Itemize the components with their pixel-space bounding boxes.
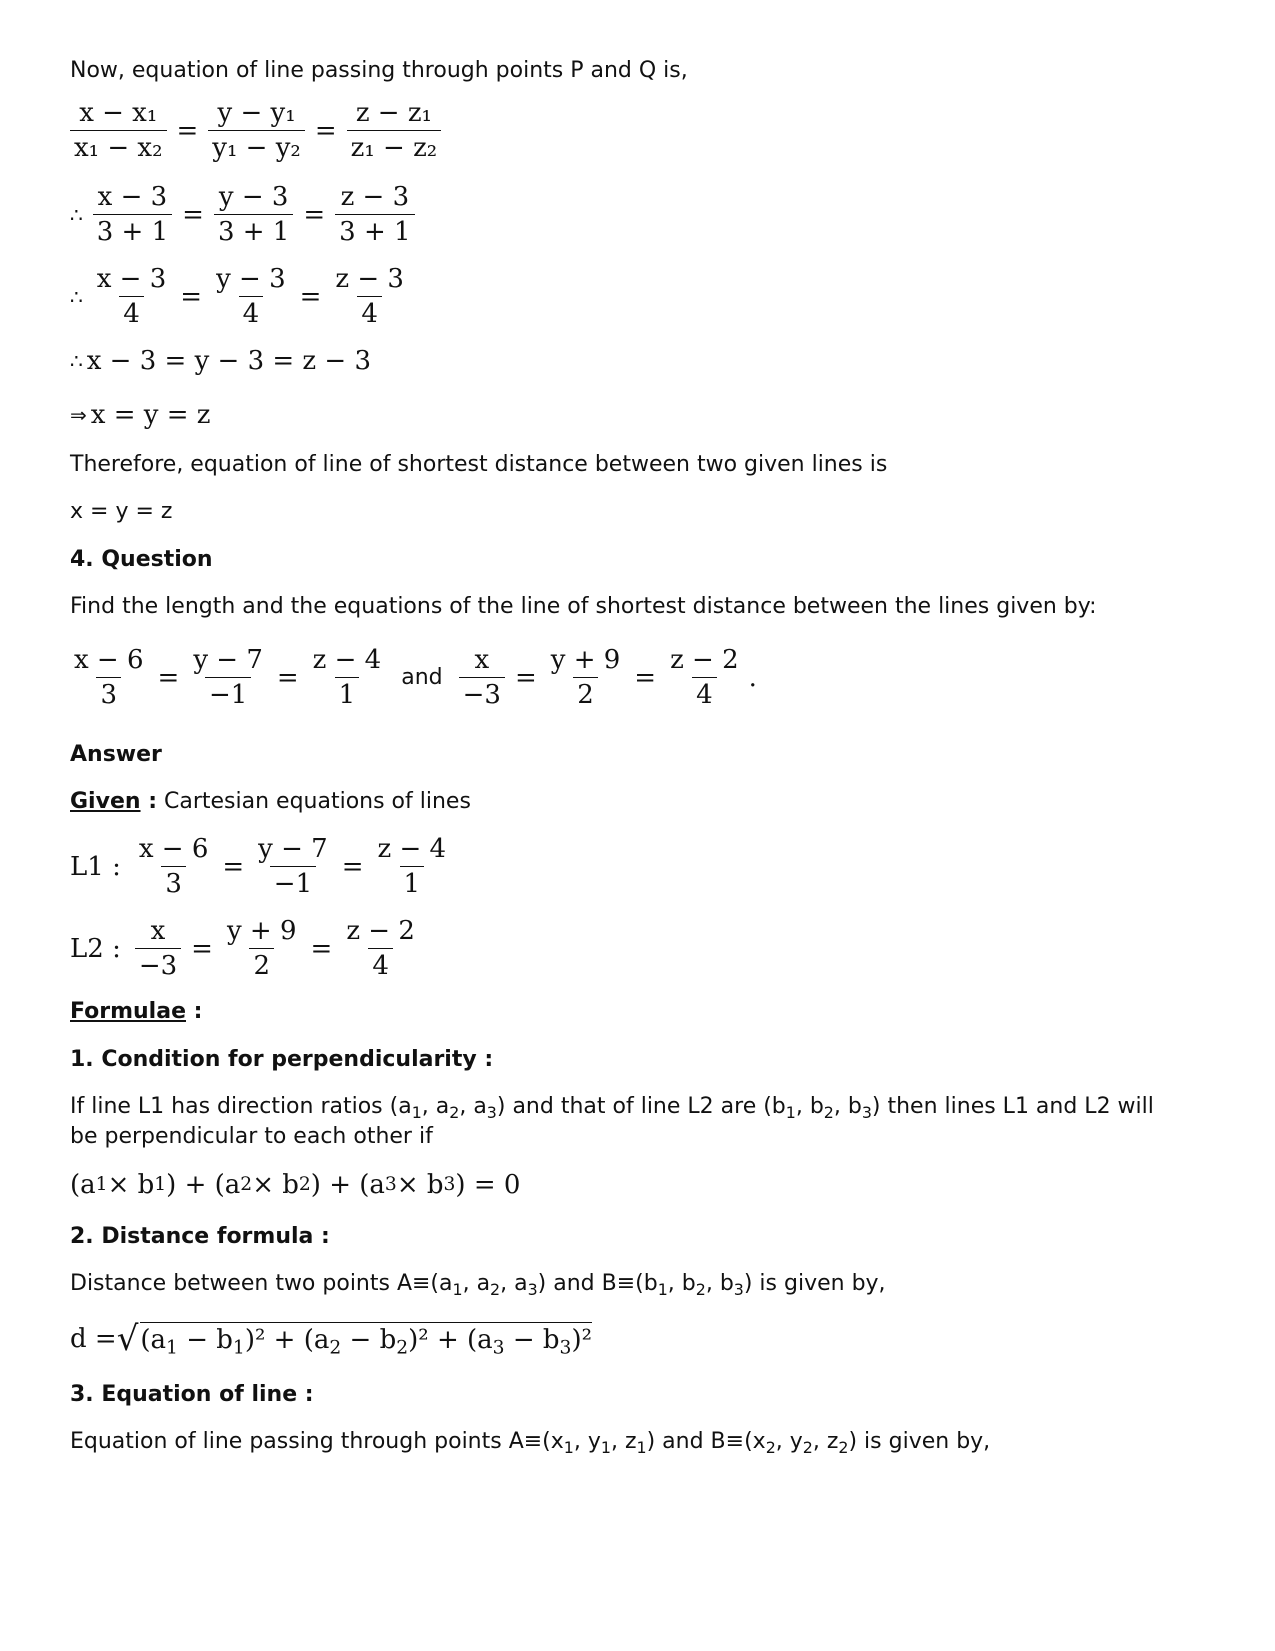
subscript: 3 (559, 1337, 572, 1359)
text-run: , b (667, 1271, 696, 1296)
fraction (254, 834, 332, 899)
fraction-denominator: 4 (368, 948, 393, 981)
square-root (116, 1319, 593, 1359)
radicand (140, 1322, 593, 1359)
intro-line: Now, equation of line passing through points P and Q is, (70, 58, 688, 83)
fraction-denominator: −3 (135, 948, 181, 981)
fraction-numerator: y + 9 (550, 645, 621, 675)
equation-text: x − 3 = y − 3 = z − 3 (86, 346, 371, 376)
fraction (666, 645, 743, 710)
formula-2-heading: 2. Distance formula : (70, 1224, 330, 1249)
answer-heading: Answer (70, 742, 162, 767)
fraction (70, 645, 148, 710)
fraction-y (214, 182, 293, 247)
equals-sign: = (310, 933, 333, 964)
fraction-denominator: −1 (205, 677, 251, 710)
fraction-denominator: z₁ − z₂ (347, 130, 442, 163)
text-run: , a (421, 1094, 450, 1119)
text-run: , a (459, 1094, 487, 1119)
fraction-denominator: 3 + 1 (214, 214, 293, 247)
step-2-equation (70, 264, 414, 329)
subscript: 3 (733, 1279, 744, 1299)
fraction-z (335, 182, 414, 247)
step-3-equation (70, 346, 371, 376)
equals-sign: = (514, 662, 537, 693)
fraction (223, 916, 301, 981)
implies-symbol: ⇒ (70, 403, 87, 427)
fraction (342, 916, 419, 981)
text-run: , a (462, 1271, 491, 1296)
fraction (135, 834, 213, 899)
subscript: 1 (636, 1437, 647, 1457)
fraction-denominator: 2 (573, 677, 598, 710)
text-run: ) and that of line L2 are (b (496, 1094, 786, 1119)
equation-text: x = y = z (90, 400, 211, 430)
fraction-numerator: x − 6 (138, 834, 209, 864)
text-run: × b (396, 1170, 444, 1200)
fraction-denominator: −3 (459, 677, 505, 710)
text-run: , a (500, 1271, 528, 1296)
text-run: )² (571, 1325, 593, 1355)
text-run: d = (70, 1324, 117, 1354)
fraction-numerator: z − 2 (346, 916, 415, 946)
fraction-denominator: 4 (357, 296, 382, 329)
text-run: , z (610, 1429, 637, 1454)
fraction-numerator: y − y₁ (217, 98, 296, 128)
equals-sign: = (191, 933, 213, 964)
fraction-numerator: z − 4 (312, 645, 382, 675)
general-line-equation (70, 98, 447, 163)
equals-sign: = (341, 851, 364, 882)
subscript: 1 (166, 1337, 178, 1359)
distance-equation (70, 1319, 593, 1359)
subscript: 2 (765, 1437, 776, 1457)
subscript: 3 (492, 1337, 505, 1359)
question-heading: 4. Question (70, 547, 213, 572)
text-run: ) and B≡(x (646, 1429, 766, 1454)
period: . (748, 662, 757, 693)
line-label: L1 : (70, 851, 121, 882)
fraction-x (93, 264, 171, 329)
subscript: 2 (490, 1279, 501, 1299)
fraction-numerator: z − 4 (377, 834, 447, 864)
text-run: )² + (a (244, 1325, 330, 1355)
subscript: 2 (838, 1437, 849, 1457)
formula-1-text (70, 1092, 1180, 1151)
equals-sign: = (222, 851, 245, 882)
question-equation (70, 645, 757, 710)
fraction-denominator: 2 (249, 948, 274, 981)
fraction (135, 916, 181, 981)
text-run: , z (812, 1429, 839, 1454)
therefore-symbol: ∴ (70, 284, 83, 309)
text-run: ) then lines L1 and L2 will be perpendicular to each other if (70, 1094, 1154, 1149)
subscript: 1 (785, 1102, 796, 1122)
fraction-denominator: 3 + 1 (93, 214, 172, 247)
subscript: 2 (396, 1337, 409, 1359)
fraction-numerator: z − 3 (335, 264, 404, 294)
text-run: ) + (a (310, 1170, 385, 1200)
line-1-equation (70, 834, 456, 899)
text-run: (a (140, 1325, 167, 1355)
subscript: 3 (861, 1102, 872, 1122)
line-label: L2 : (70, 933, 121, 964)
formulae-line (70, 997, 202, 1027)
subscript: 1 (452, 1279, 463, 1299)
text-run: , b (833, 1094, 862, 1119)
fraction-denominator: −1 (270, 866, 316, 899)
fraction-numerator: z − 3 (340, 182, 410, 212)
text-run: − b (177, 1325, 233, 1355)
radical-sign: √ (116, 1319, 139, 1359)
text-run: ) and B≡(b (537, 1271, 658, 1296)
fraction-denominator: 4 (692, 677, 717, 710)
equals-sign: = (157, 662, 180, 693)
text-run: − b (504, 1325, 560, 1355)
fraction (309, 645, 386, 710)
fraction-numerator: y − 3 (218, 182, 289, 212)
subscript: 3 (527, 1279, 538, 1299)
step-4-equation (70, 400, 210, 430)
fraction-numerator: x (150, 916, 166, 946)
text-run: − b (341, 1325, 397, 1355)
given-colon: : (140, 789, 157, 814)
fraction-denominator: 1 (335, 677, 360, 710)
text-run: ) is given by, (743, 1271, 886, 1296)
fraction-denominator: y₁ − y₂ (208, 130, 305, 163)
subscript: 1 (232, 1337, 245, 1359)
equals-sign: = (276, 662, 299, 693)
text-run: ) = 0 (455, 1170, 521, 1200)
given-label: Given (70, 789, 141, 814)
fraction-denominator: 3 (96, 677, 121, 710)
fraction-numerator: x (474, 645, 490, 675)
fraction-numerator: y − 3 (216, 264, 286, 294)
text-run: If line L1 has direction ratios (a (70, 1094, 412, 1119)
text-run: × b (252, 1170, 299, 1200)
subscript: 1 (657, 1279, 668, 1299)
fraction-denominator: x₁ − x₂ (70, 130, 167, 163)
formula-3-heading: 3. Equation of line : (70, 1382, 314, 1407)
text-run: ) + (a (166, 1170, 241, 1200)
fraction-y (212, 264, 290, 329)
question-text: Find the length and the equations of the line of shortest distance between the lines given by: (70, 594, 1097, 619)
text-run: , b (705, 1271, 734, 1296)
subscript: 2 (802, 1437, 813, 1457)
equals-sign: = (299, 281, 322, 312)
fraction-x (70, 98, 167, 163)
formula-3-text (70, 1427, 990, 1457)
text-run: , y (573, 1429, 601, 1454)
conclusion-equation: x = y = z (70, 499, 173, 524)
subscript: 1 (600, 1437, 611, 1457)
fraction-numerator: y − 7 (258, 834, 328, 864)
conclusion-text: Therefore, equation of line of shortest distance between two given lines is (70, 452, 888, 477)
fraction-numerator: x − 3 (96, 264, 167, 294)
fraction-x (93, 182, 172, 247)
fraction-denominator: 3 (161, 866, 186, 899)
perpendicularity-equation: (a 1 × b 1 ) + (a 2 × b 2 ) + (a 3 × b 3 ) = 0 (70, 1170, 521, 1200)
step-1-equation (70, 182, 421, 247)
text-run: )² + (a (408, 1325, 493, 1355)
formulae-colon: : (186, 999, 203, 1024)
text-run: , y (775, 1429, 803, 1454)
fraction-numerator: y − 7 (193, 645, 263, 675)
subscript: 2 (695, 1279, 706, 1299)
fraction (374, 834, 451, 899)
subscript: 1 (411, 1102, 422, 1122)
line-2-equation (70, 916, 425, 981)
given-text: Cartesian equations of lines (157, 789, 471, 814)
fraction-numerator: y + 9 (226, 916, 297, 946)
therefore-symbol: ∴ (70, 202, 83, 227)
fraction-denominator: 4 (239, 296, 264, 329)
text-run: × b (107, 1170, 155, 1200)
equals-sign: = (634, 662, 657, 693)
equals-sign: = (303, 199, 326, 230)
fraction-z (347, 98, 442, 163)
fraction (459, 645, 505, 710)
fraction-denominator: 4 (119, 296, 144, 329)
fraction-numerator: x − 6 (74, 645, 144, 675)
equals-sign: = (176, 115, 199, 146)
fraction-numerator: z − z₁ (355, 98, 432, 128)
equals-sign: = (314, 115, 337, 146)
subscript: 2 (449, 1102, 460, 1122)
equals-sign: = (182, 199, 204, 230)
subscript: 2 (823, 1102, 834, 1122)
fraction-denominator: 3 + 1 (335, 214, 414, 247)
therefore-symbol: ∴ (70, 349, 83, 373)
subscript: 2 (329, 1337, 342, 1359)
fraction (547, 645, 625, 710)
fraction-numerator: x − 3 (97, 182, 168, 212)
subscript: 1 (563, 1437, 574, 1457)
fraction-denominator: 1 (400, 866, 425, 899)
text-run: (a (70, 1170, 96, 1200)
subscript: 3 (486, 1102, 497, 1122)
text-run: Distance between two points A≡(a (70, 1271, 453, 1296)
equals-sign: = (180, 281, 203, 312)
and-word: and (401, 665, 443, 690)
fraction-numerator: z − 2 (670, 645, 739, 675)
text-run: , b (795, 1094, 824, 1119)
formula-1-heading: 1. Condition for perpendicularity : (70, 1047, 494, 1072)
formulae-label: Formulae (70, 999, 186, 1024)
given-line (70, 787, 471, 817)
fraction (189, 645, 267, 710)
text-run: Equation of line passing through points A≡(x (70, 1429, 564, 1454)
fraction-z (331, 264, 408, 329)
formula-2-text (70, 1269, 886, 1299)
fraction-numerator: x − x₁ (79, 98, 158, 128)
fraction-y (208, 98, 305, 163)
text-run: ) is given by, (848, 1429, 991, 1454)
